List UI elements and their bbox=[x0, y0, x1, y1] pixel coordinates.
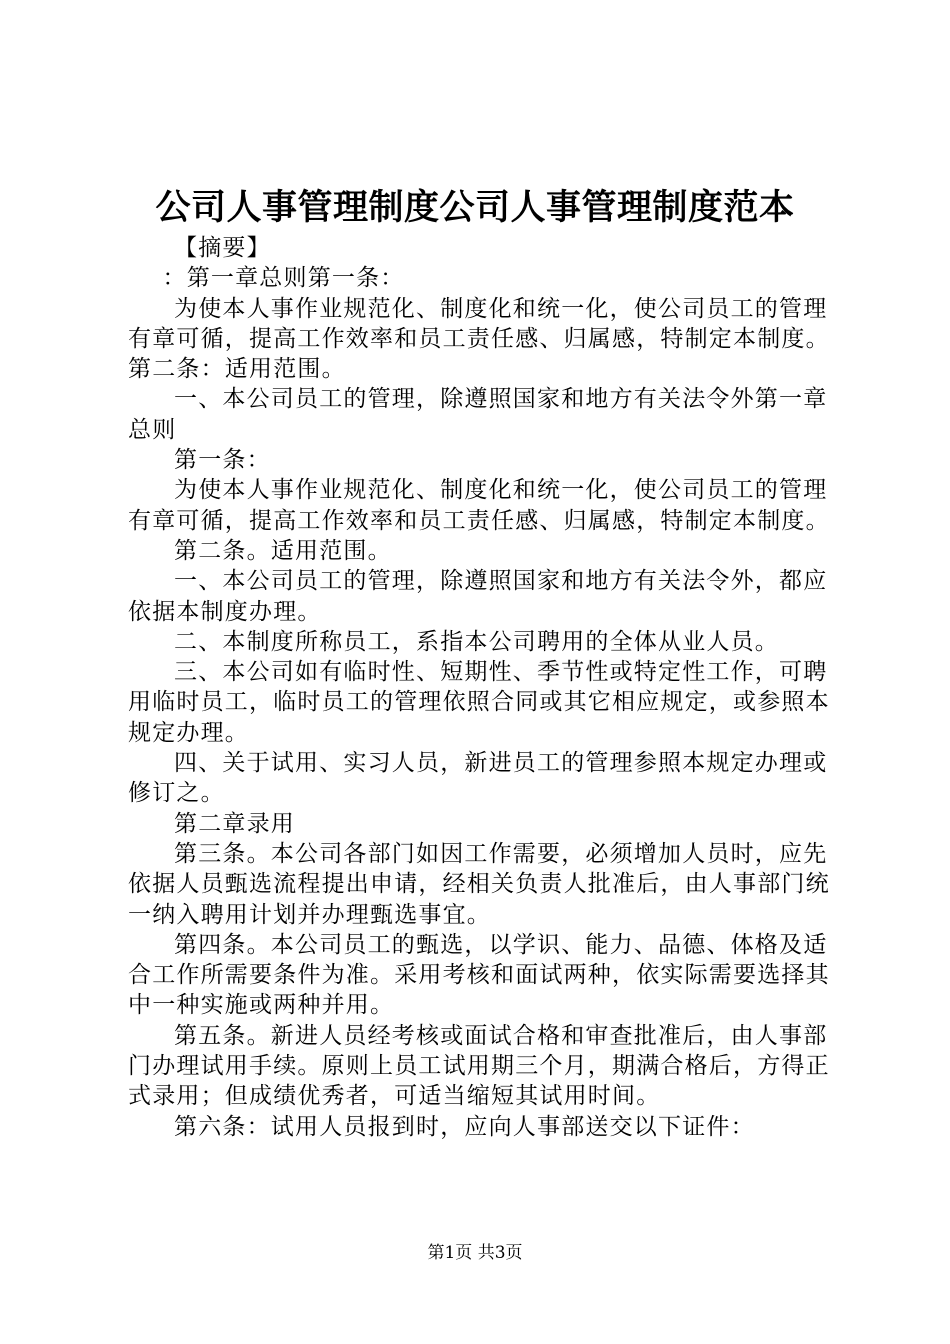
paragraph: 二、本制度所称员工，系指本公司聘用的全体从业人员。 bbox=[174, 628, 779, 655]
paragraph: 第四条。本公司员工的甄选，以学识、能力、品德、体格及适合工作所需要条件为准。采用考核和面试两种，依实际需要选择其中一种实施或两种并用。 bbox=[128, 931, 830, 1019]
paragraph: 一、本公司员工的管理，除遵照国家和地方有关法令外，都应依据本制度办理。 bbox=[128, 568, 828, 625]
paragraph: 【摘要】 bbox=[174, 235, 271, 261]
paragraph: 为使本人事作业规范化、制度化和统一化，使公司员工的管理有章可循，提高工作效率和员工责任感、归属感，特制定本制度。 bbox=[128, 477, 830, 534]
paragraph: 第五条。新进人员经考核或面试合格和审查批准后，由人事部门办理试用手续。原则上员工试用期三个月，期满合格后，方得正式录用；但成绩优秀者，可适当缩短其试用时间。 bbox=[128, 1022, 830, 1110]
page-footer: 第1页 共3页 bbox=[427, 1243, 523, 1263]
paragraph: 第一条： bbox=[174, 447, 271, 474]
paragraph: 一、本公司员工的管理，除遵照国家和地方有关法令外第一章总则 bbox=[128, 386, 828, 443]
paragraph: 四、关于试用、实习人员，新进员工的管理参照本规定办理或修订之。 bbox=[128, 750, 828, 807]
paragraph: 第三条。本公司各部门如因工作需要，必须增加人员时，应先依据人员甄选流程提出申请，经相关负责人批准后，由人事部门统一纳入聘用计划并办理甄选事宜。 bbox=[128, 840, 830, 928]
chapter-heading: 第二章录用 bbox=[174, 810, 295, 837]
paragraph: 第六条：试用人员报到时，应向人事部送交以下证件： bbox=[174, 1113, 755, 1140]
document-title: 公司人事管理制度公司人事管理制度范本 bbox=[155, 187, 795, 228]
paragraph: 第二条。适用范围。 bbox=[174, 537, 392, 564]
paragraph: 三、本公司如有临时性、短期性、季节性或特定性工作，可聘用临时员工，临时员工的管理依照合同或其它相应规定，或参照本规定办理。 bbox=[128, 659, 830, 746]
paragraph: 为使本人事作业规范化、制度化和统一化，使公司员工的管理有章可循，提高工作效率和员工责任感、归属感，特制定本制度。第二条：适用范围。 bbox=[128, 295, 830, 383]
paragraph: ：第一章总则第一条： bbox=[162, 265, 405, 292]
document-body bbox=[128, 233, 833, 1142]
